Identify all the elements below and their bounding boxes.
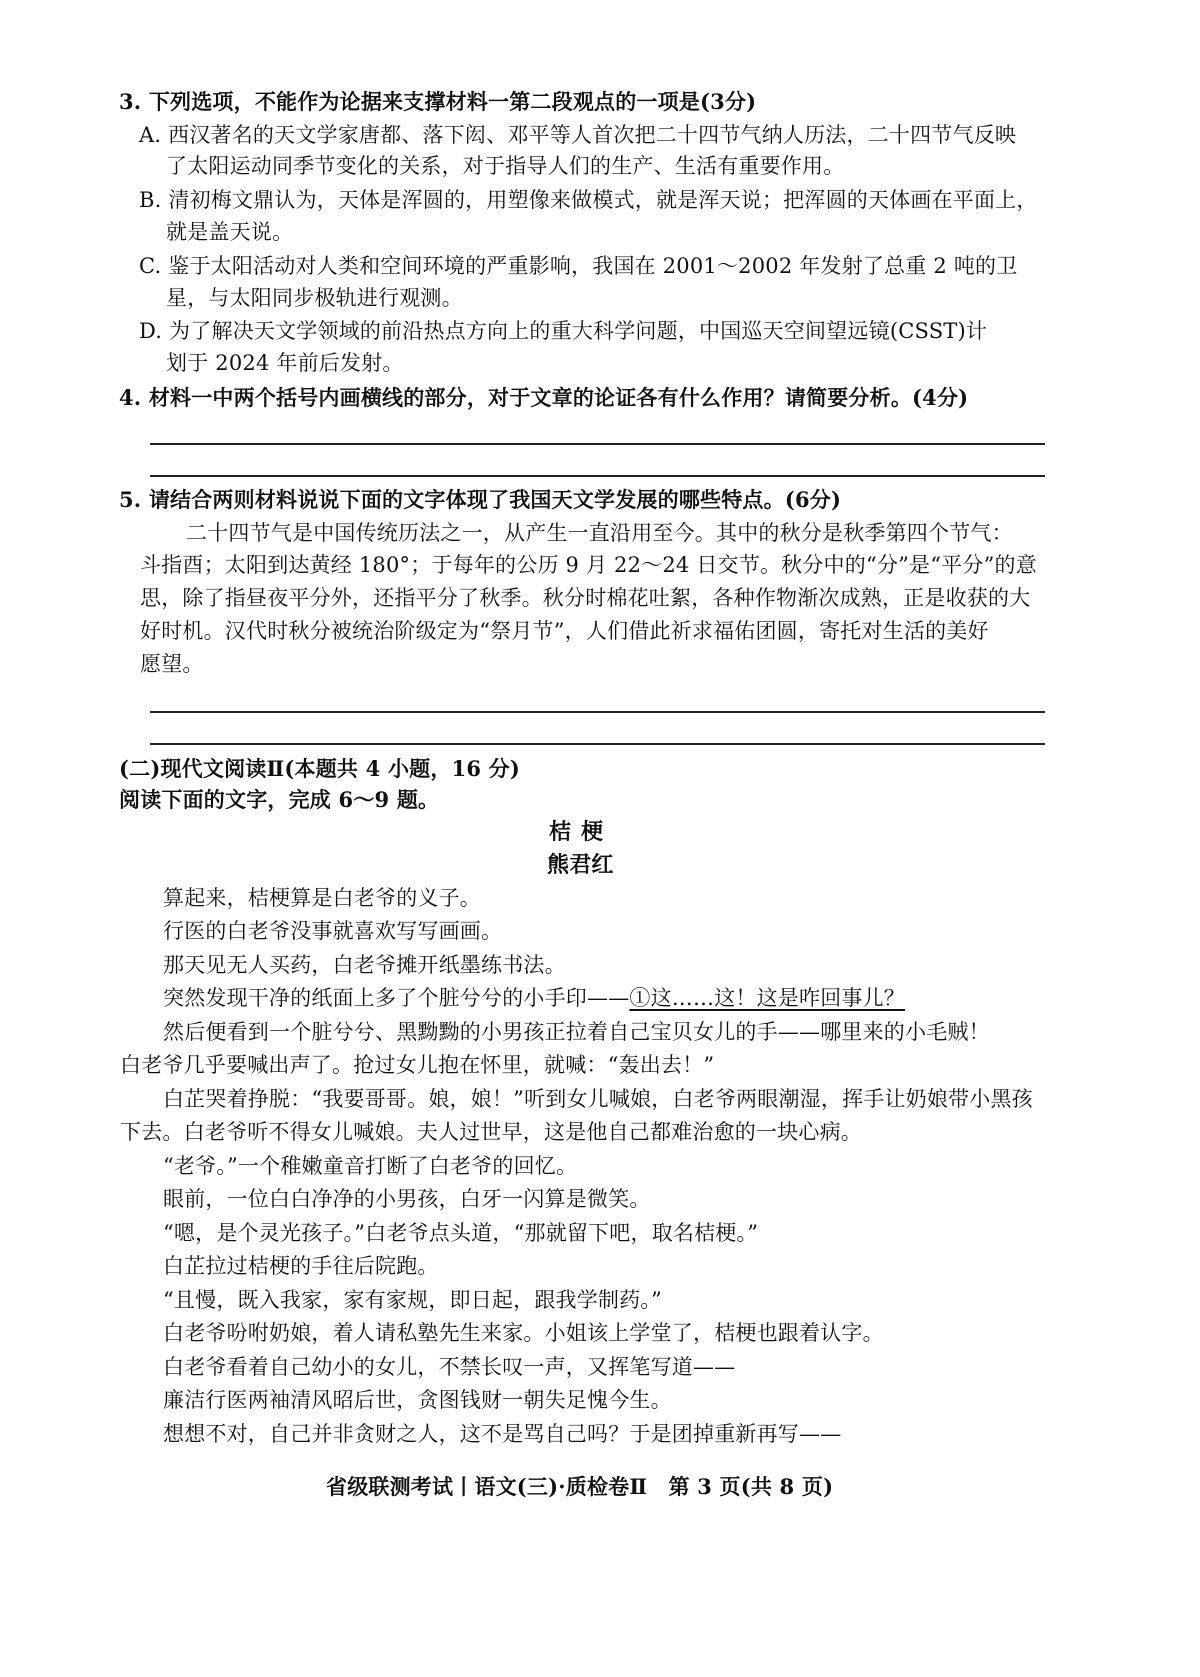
q4-answer-line-1[interactable] [150, 443, 1045, 445]
story-title: 桔梗 [549, 819, 614, 845]
underlined-sentence-1: ①这……这！这是咋回事儿？ [629, 986, 906, 1010]
story-line-14: 白老爷吩咐奶娘，着人请私塾先生来家。小姐该上学堂了，桔梗也跟着认字。 [163, 1321, 884, 1345]
q5-passage-line-1: 二十四节气是中国传统历法之一，从产生一直沿用至今。其中的秋分是秋季第四个节气： [186, 521, 1013, 545]
story-line-7: 白芷哭着挣脱：“我要哥哥。娘，娘！”听到女儿喊娘，白老爷两眼潮湿，挥手让奶娘带小黑孩 [163, 1087, 1033, 1111]
q5-passage-line-3: 思，除了指昼夜平分外，还指平分了秋季。秋分时棉花吐絮，各种作物渐次成熟，正是收获的大 [140, 586, 1031, 610]
story-line-17: 想想不对，自己并非贪财之人，这不是骂自己吗？于是团掉重新再写—— [163, 1422, 842, 1446]
q3-option-b-line2: 就是盖天说。 [166, 220, 294, 244]
q3-option-a-line1: A. 西汉著名的天文学家唐都、落下闳、邓平等人首次把二十四节气纳人历法，二十四节气反映 [139, 123, 1017, 147]
q5-passage-line-4: 好时机。汉代时秋分被统治阶级定为“祭月节”，人们借此祈求福佑团圆，寄托对生活的美好 [140, 619, 989, 643]
q4-stem: 4. 材料一中两个括号内画横线的部分，对于文章的论证各有什么作用？请简要分析。(4分) [119, 385, 969, 410]
story-line-12: 白芷拉过桔梗的手往后院跑。 [163, 1254, 439, 1278]
q5-answer-line-1[interactable] [150, 711, 1045, 713]
q5-answer-line-2[interactable] [150, 743, 1045, 745]
section2-heading: (二)现代文阅读Ⅱ(本题共 4 小题，16 分) [119, 756, 521, 781]
story-line-4-text: 突然发现干净的纸面上多了个脏兮兮的小手印—— [163, 986, 630, 1010]
q5-passage-line-2: 斗指酉；太阳到达黄经 180°；于每年的公历 9 月 22～24 日交节。秋分中的“分”是“平分”的意 [140, 553, 1037, 577]
q4-answer-line-2[interactable] [150, 475, 1045, 477]
story-line-15: 白老爷看着自己幼小的女儿，不禁长叹一声，又挥笔写道—— [163, 1355, 736, 1379]
story-line-4 [163, 984, 905, 1012]
q3-option-d-line2: 划于 2024 年前后发射。 [166, 351, 404, 375]
story-line-16: 廉洁行医两袖清风昭后世，贪图钱财一朝失足愧今生。 [163, 1388, 672, 1412]
q3-option-c-line2: 星，与太阳同步极轨进行观测。 [166, 286, 463, 310]
story-line-10: 眼前，一位白白净净的小男孩，白牙一闪算是微笑。 [163, 1187, 651, 1211]
story-line-11: “嗯，是个灵光孩子。”白老爷点头道，“那就留下吧，取名桔梗。” [163, 1221, 759, 1245]
story-line-3: 那天见无人买药，白老爷摊开纸墨练书法。 [163, 953, 566, 977]
q3-option-a-line2: 了太阳运动同季节变化的关系，对于指导人们的生产、生活有重要作用。 [166, 154, 845, 178]
story-line-9: “老爷。”一个稚嫩童音打断了白老爷的回忆。 [163, 1154, 578, 1178]
story-line-5: 然后便看到一个脏兮兮、黑黝黝的小男孩正拉着自己宝贝女儿的手——哪里来的小毛贼！ [163, 1020, 990, 1044]
story-line-13: “且慢，既入我家，家有家规，即日起，跟我学制药。” [163, 1288, 662, 1312]
q5-stem: 5. 请结合两则材料说说下面的文字体现了我国天文学发展的哪些特点。(6分) [119, 487, 842, 512]
q3-option-b-line1: B. 清初梅文鼎认为，天体是浑圆的，用塑像来做模式，就是浑天说；把浑圆的天体画在平面上， [139, 188, 1038, 212]
story-author: 熊君红 [547, 852, 614, 878]
story-line-1: 算起来，桔梗算是白老爷的义子。 [163, 886, 481, 910]
section2-instruction: 阅读下面的文字，完成 6～9 题。 [119, 787, 440, 812]
q5-passage-line-5: 愿望。 [140, 652, 204, 676]
q3-option-d-line1: D. 为了解决天文学领域的前沿热点方向上的重大科学问题，中国巡天空间望远镜(CSST)计 [139, 319, 988, 343]
story-line-8: 下去。白老爷听不得女儿喊娘。夫人过世早，这是他自己都难治愈的一块心病。 [120, 1120, 862, 1144]
page-footer: 省级联测考试丨语文(三)·质检卷Ⅱ 第 3 页(共 8 页) [326, 1474, 834, 1499]
q3-option-c-line1: C. 鉴于太阳活动对人类和空间环境的严重影响，我国在 2001～2002 年发射了总重 2 吨的卫 [139, 254, 1018, 278]
q3-stem: 3. 下列选项，不能作为论据来支撑材料一第二段观点的一项是(3分) [119, 89, 757, 114]
story-line-2: 行医的白老爷没事就喜欢写写画画。 [163, 919, 503, 943]
story-line-6: 白老爷几乎要喊出声了。抢过女儿抱在怀里，就喊：“轰出去！” [120, 1053, 715, 1077]
